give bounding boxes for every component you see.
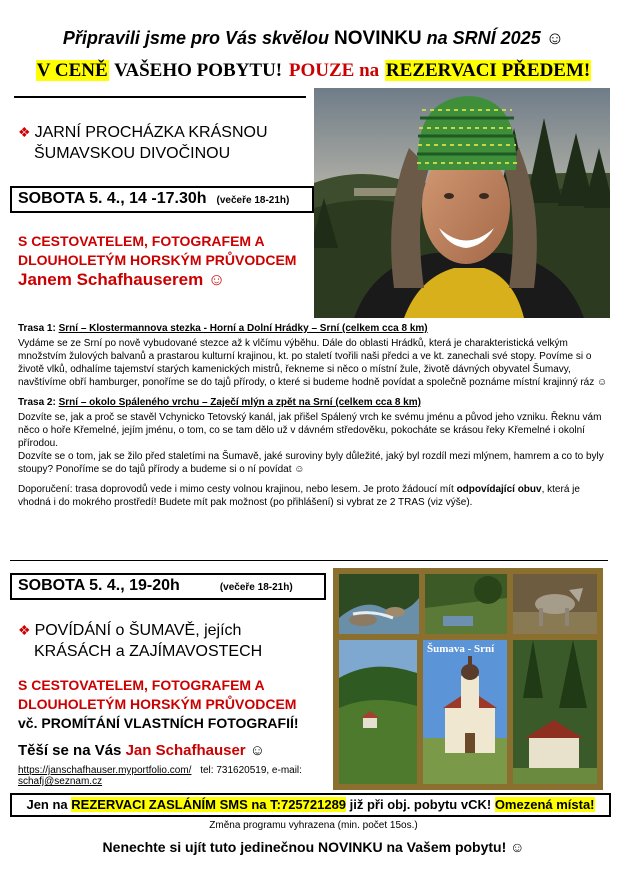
event1-guide-line2: DLOUHOLETÝM HORSKÝM PRŮVODCEM — [18, 252, 297, 268]
sms-part1: Jen na — [26, 797, 72, 812]
trasa2-label: Trasa 2: — [18, 397, 59, 408]
event1-guide-name: Janem Schafhauserem ☺ — [18, 270, 226, 289]
divider-top — [14, 96, 306, 98]
trasa1-label: Trasa 1: — [18, 323, 59, 334]
event2-title-line2: KRÁSÁCH a ZAJÍMAVOSTECH — [34, 643, 263, 660]
event1-details — [18, 322, 614, 516]
program-change-note: Změna programu vyhrazena (min. počet 15os.) — [209, 820, 418, 831]
divider-middle — [10, 560, 608, 561]
event2-date: SOBOTA 5. 4., 19-20h — [18, 577, 180, 594]
trasa2-text2: Dozvíte se o tom, jak se žilo před staletími na Šumavě, jaké suroviny byly důležité, jaký byl rozdíl mezi mlýnem, hamrem a co to byly stoupy? Ponoříme se do tajů přírody a budeme si o ní povídat ☺ — [18, 451, 604, 475]
sumava-photo-collage — [333, 568, 603, 790]
greeting — [18, 742, 318, 759]
intro-smile: ☺ — [540, 28, 565, 48]
recommendation-end: , která je vhodná i do mokrého prostředí! Budete mít pak možnost (po přihlášení) si vybrat ze 2 TRAS (viz výše). — [18, 484, 580, 508]
event1-date-box — [10, 186, 314, 213]
event1-guide — [18, 232, 310, 289]
event1-dinner: (večeře 18-21h) — [216, 195, 290, 206]
diamond-bullet-icon: ❖ — [18, 622, 31, 638]
event1-date: SOBOTA 5. 4., 14 -17.30h — [18, 190, 207, 207]
event2-guide-line2: DLOUHOLETÝM HORSKÝM PRŮVODCEM — [18, 696, 297, 712]
intro-text: Připravili jsme pro Vás skvělou — [62, 28, 335, 48]
guide-portrait-photo — [314, 88, 610, 318]
event1-guide-line1: S CESTOVATELEM, FOTOGRAFEM A — [18, 233, 265, 249]
recommendation-start: Doporučení: trasa doprovodů vede i mimo cesty volnou krajinou, nebo lesem. Je proto žádoucí mít — [18, 484, 457, 495]
greeting-name: Jan Schafhauser — [125, 742, 246, 759]
greeting-end: ☺ — [245, 742, 266, 759]
email-link[interactable]: schafj@seznam.cz — [18, 776, 103, 787]
sms-part4: Omezená místa! — [494, 797, 595, 812]
event2-guide-line1: S CESTOVATELEM, FOTOGRAFEM A — [18, 677, 265, 693]
sms-part3: již při obj. pobytu vCK! — [346, 797, 495, 812]
event2-title — [18, 620, 318, 662]
intro-mid: na — [421, 28, 453, 48]
sms-part2: REZERVACI ZASLÁNÍM SMS na T:725721289 — [71, 797, 347, 812]
greeting-start: Těší se na Vás — [18, 742, 126, 759]
event1-title-line2: ŠUMAVSKOU DIVOČINOU — [34, 145, 231, 162]
phone-text: tel: 731620519, e-mail: — [200, 765, 302, 776]
contact-line — [18, 765, 348, 787]
collage-label: Šumava - Srní — [427, 643, 495, 655]
event1-title-line1: JARNÍ PROCHÁZKA KRÁSNOU — [34, 124, 268, 141]
diamond-bullet-icon: ❖ — [18, 124, 31, 140]
trasa1-title: Srní – Klostermannova stezka - Horní a Dolní Hrádky – Srní (celkem cca 8 km) — [58, 323, 428, 334]
trasa1-text: Vydáme se ze Srní po nově vybudované stezce až k vlčímu výběhu. Dále do oblasti Hrádků, která je charakteristická velkým množstvím žulových balvanů a prastarou kulturní krajinou, kt. po staletí tvořili naši předci a ve kt. zanechali své stopy. Povíme si o životě vlků, odhalíme tajemství starých kamenických mistrů, řekneme si něco o místní žule, životě dávných obyvatel Šumavy, navštívíme obří hamburger, ponoříme se do tajů přírody, o které si budeme hodně povídat a společně poznáme místní krajinný ráz ☺ — [18, 338, 608, 388]
intro-srni: SRNÍ 2025 — [452, 28, 541, 48]
price-part4: REZERVACI PŘEDEM! — [385, 60, 591, 81]
trasa2-text1: Dozvíte se, jak a proč se stavěl Vchynicko Tetovský kanál, jak přišel Spálený vrch ke svému jménu a původ jeho vzniku. Řeknu vám něco o hoře Křemelné, jejím jménu, o tom, co se tam dělo už v dávném středověku, pokocháte se krásou řeky Křemelné i okolní přírodou. — [18, 412, 602, 449]
intro-headline — [0, 28, 627, 50]
trasa2-title: Srní – okolo Spáleného vrchu – Zaječí mlýn a zpět na Srní (celkem cca 8 km) — [58, 397, 421, 408]
price-headline — [0, 60, 627, 82]
event2-guide — [18, 676, 318, 733]
sms-reservation-box — [10, 793, 611, 817]
website-link[interactable]: https://janschafhauser.myportfolio.com/ — [18, 765, 192, 776]
event2-title-line1: POVÍDÁNÍ o ŠUMAVĚ, jejích — [34, 622, 242, 639]
footer-callout: Nenechte si ujít tuto jedinečnou NOVINKU na Vašem pobytu! ☺ — [102, 839, 525, 855]
event2-dinner: (večeře 18-21h) — [219, 582, 293, 593]
event2-date-box — [10, 573, 326, 600]
recommendation-bold: odpovídající obuv — [456, 484, 542, 495]
price-part3: POUZE na — [288, 60, 384, 81]
price-part2: VAŠEHO POBYTU! — [109, 60, 287, 81]
price-part1: V CENĚ — [36, 60, 108, 81]
event2-projection-note: vč. PROMÍTÁNÍ VLASTNÍCH FOTOGRAFIÍ! — [18, 715, 299, 731]
intro-novinka: NOVINKU — [334, 28, 422, 49]
event1-title — [18, 122, 308, 164]
